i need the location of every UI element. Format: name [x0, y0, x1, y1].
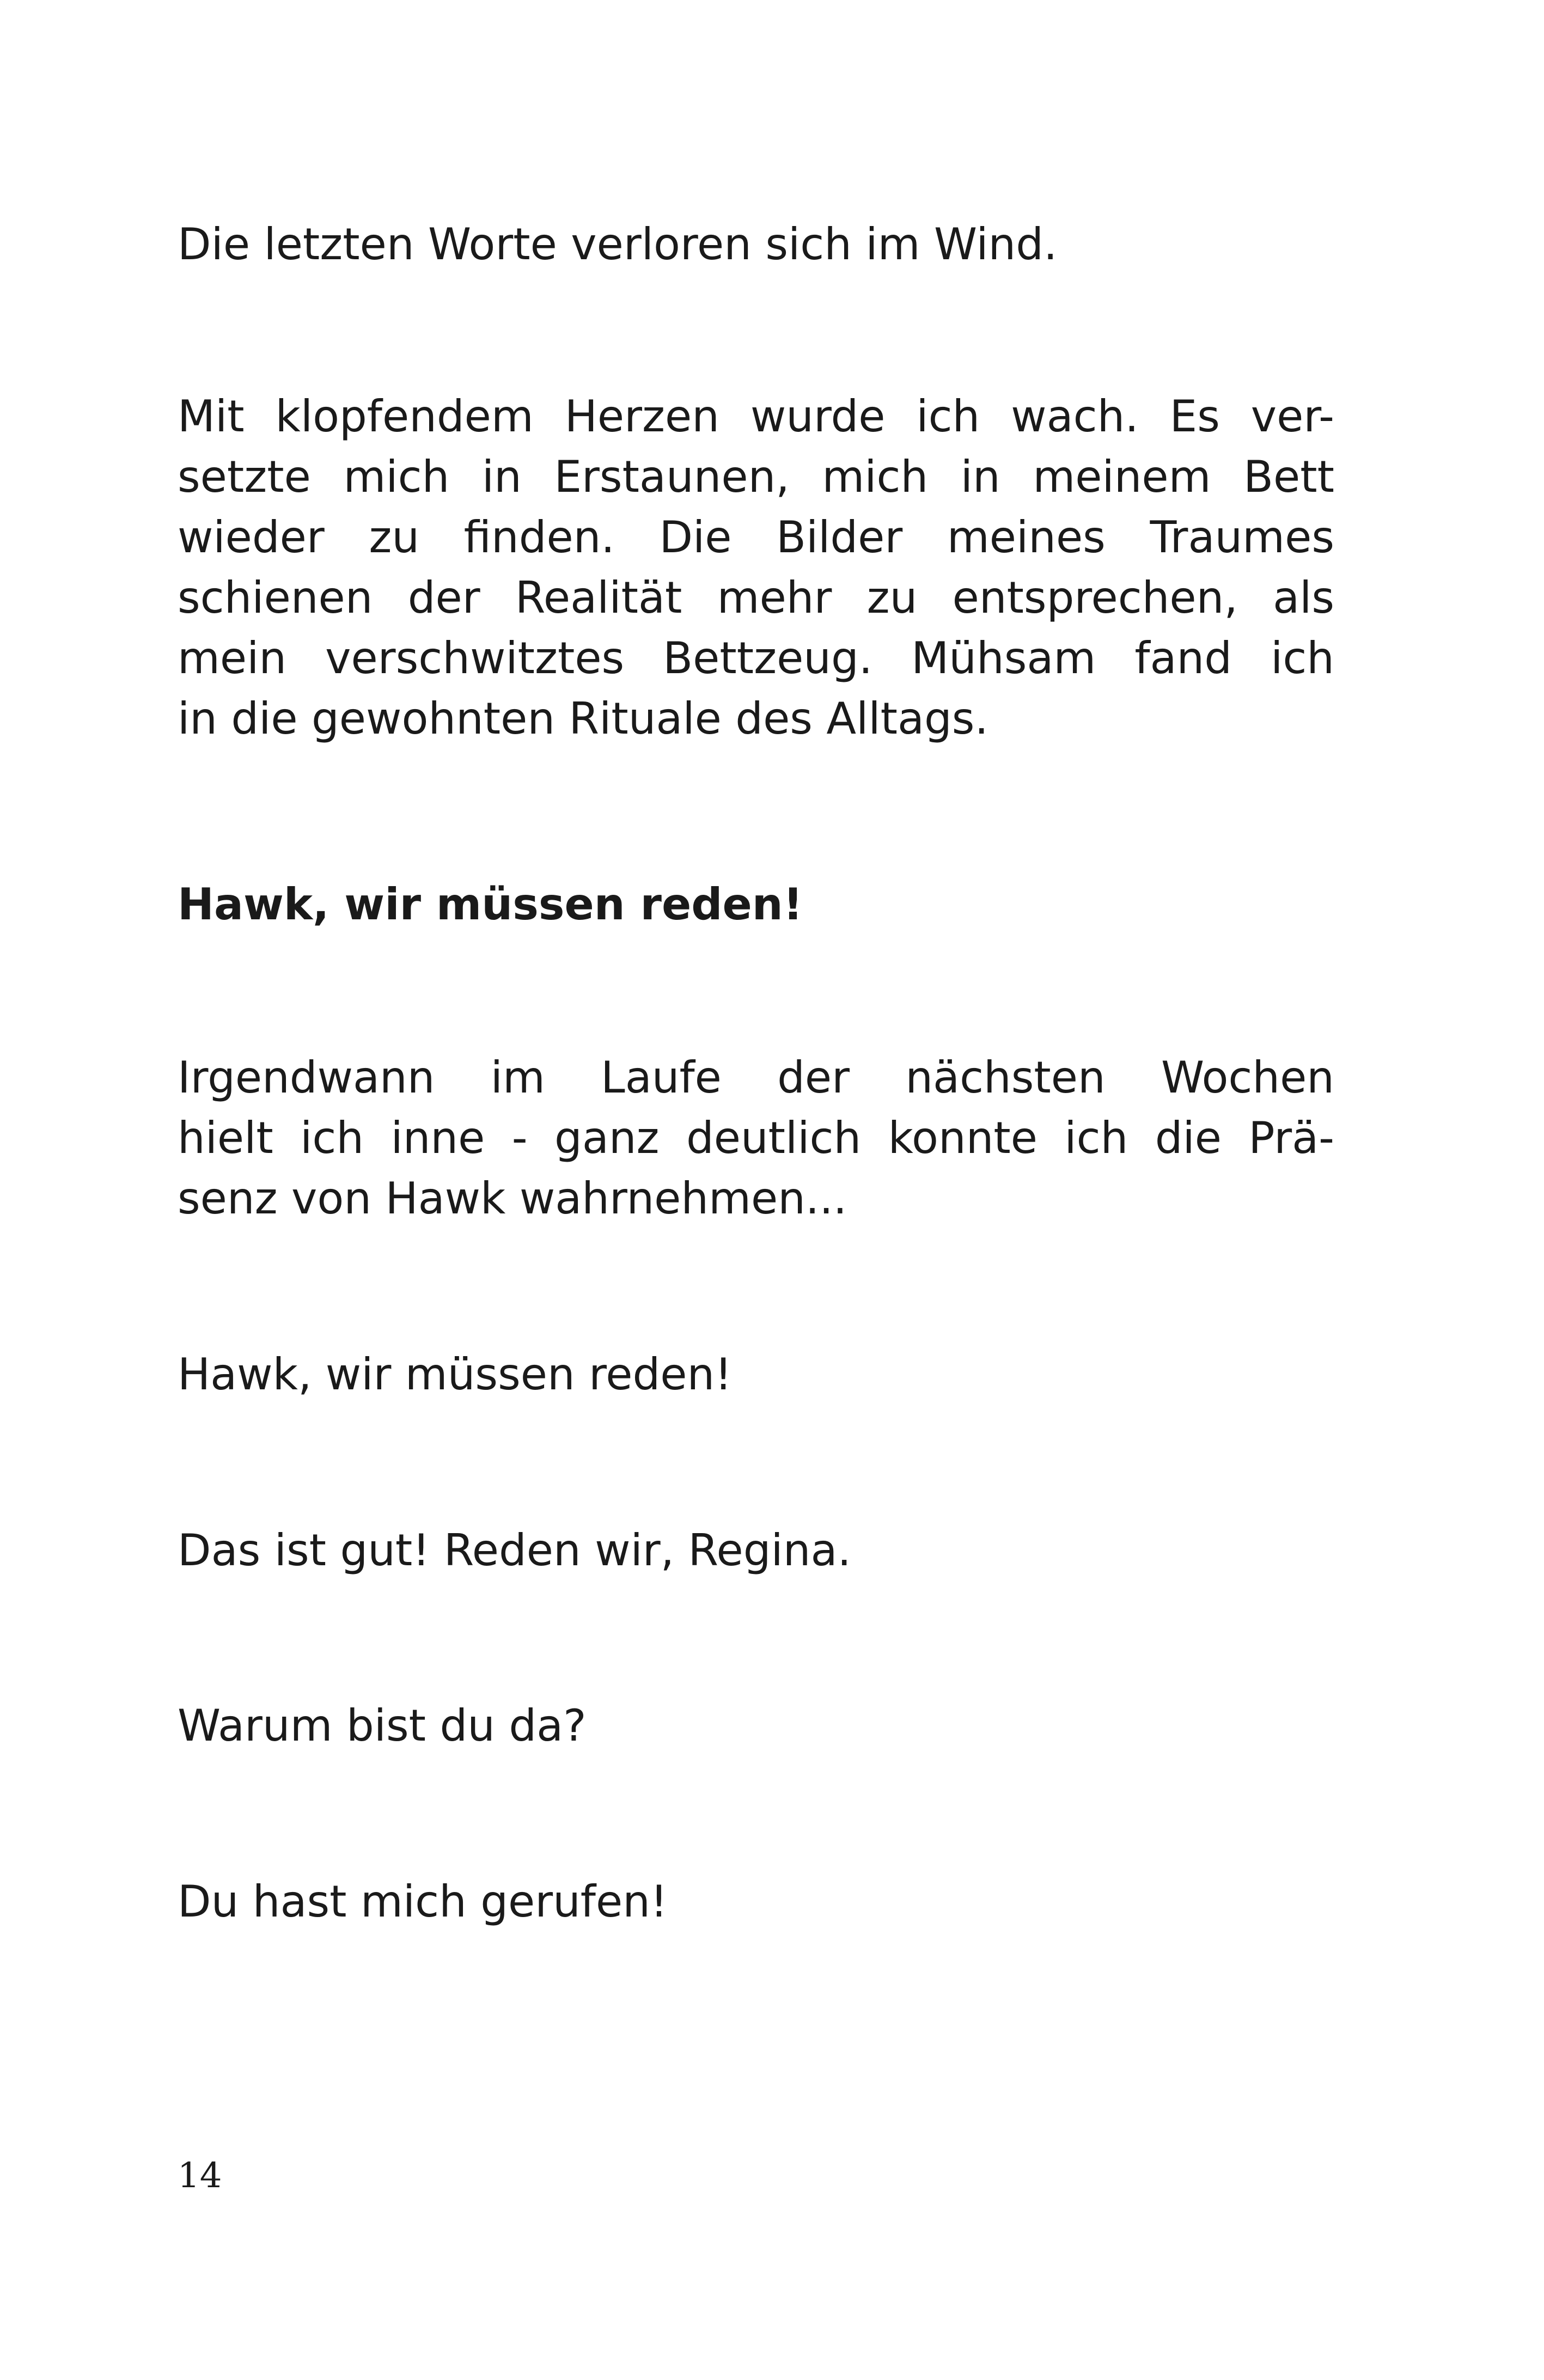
paragraph-2: [178, 386, 1334, 749]
page-number: 14: [178, 2156, 222, 2196]
paragraph-3-line: hielt ich inne - ganz deutlich konnte ich die Prä-: [178, 1113, 1334, 1163]
paragraph-2-line: Mit klopfendem Herzen wurde ich wach. Es ver-: [178, 391, 1334, 442]
paragraph-3-line: Irgendwann im Laufe der nächsten Wochen: [178, 1052, 1334, 1103]
paragraph-2-line: in die gewohnten Rituale des Alltags.: [178, 693, 988, 744]
paragraph-2-line: wieder zu finden. Die Bilder meines Traumes: [178, 512, 1334, 563]
paragraph-3-line: senz von Hawk wahrnehmen...: [178, 1173, 847, 1224]
section-heading: Hawk, wir müssen reden!: [178, 879, 803, 930]
paragraph-2-line: schienen der Realität mehr zu entsprechen, als: [178, 572, 1334, 623]
paragraph-7: Du hast mich gerufen!: [178, 1876, 668, 1927]
paragraph-4: Hawk, wir müssen reden!: [178, 1349, 733, 1400]
paragraph-6: Warum bist du da?: [178, 1700, 587, 1751]
paragraph-2-line: setzte mich in Erstaunen, mich in meinem Bett: [178, 451, 1334, 502]
paragraph-5: Das ist gut! Reden wir, Regina.: [178, 1525, 851, 1576]
paragraph-3: [178, 1047, 1334, 1229]
paragraph-1: Die letzten Worte verloren sich im Wind.: [178, 219, 1058, 270]
paragraph-2-line: mein verschwitztes Bettzeug. Mühsam fand ich: [178, 633, 1334, 684]
